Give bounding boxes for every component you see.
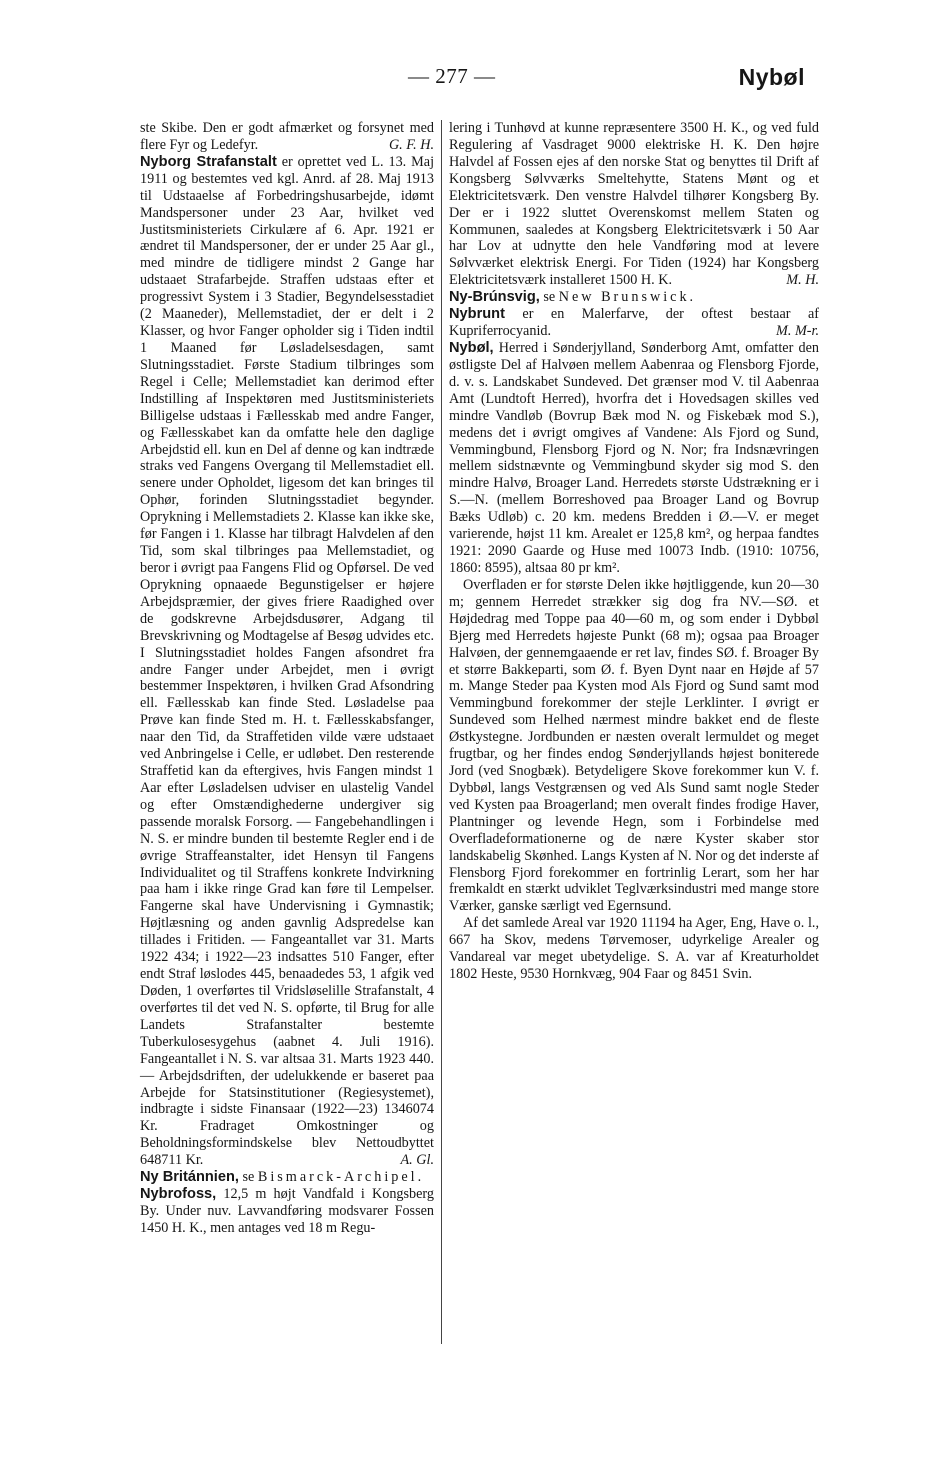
entry-headword: Nyborg Strafanstalt	[140, 153, 277, 170]
entry-text: se	[539, 289, 559, 306]
author-signature: M. H.	[786, 272, 819, 289]
entry-text: Overfladen er for største Delen ikke højtliggende, kun 20—30 m; gennem Herredet strækker sig dog fra NV.—SØ. et Højdedrag med Toppe paa 40—60 m, og som ender i Dybbøl Bjerg med Herredets højeste Punkt (68 m); ogsaa paa Broager Halvøen, der gennemgaaende er ret lav, findes SØ. f. Broager By et større Bakkeparti, som Ø. f. Byen Dynt naar en Højde af 57 m. Mange Steder paa Kysten mod Als Fjord og Sund samt mod Vemmingbund forekommer der stejle Lerklinter. I øvrigt er Sundeved som Helhed nærmest mindre bakket end de fleste Østkystegne. Jordbunden er næsten overalt lermuldet og meget frugtbar, og her findes endog Sønderjyllands højest boniterede Jord (ved Snogbæk). Betydeligere Skove forekommer kun V. f. Dybbøl, langs Vestgrænsen og ved Als Sund samt nogle Steder ved Kysten paa Broagerland; men overalt findes frodige Haver, Plantninger og levende Hegn, som i Forbindelse med Overfladeformationerne og de nære Kyster skaber stor landskabelig Skønhed. Langs Kysten af N. Nor og det inderste af Flensborg Fjord forekommer en fortrinlig Lerart, som her har fremkaldt en stærkt udviklet Teglværksindustri med mange store Værker, ganske særligt ved Egernsund.	[449, 576, 819, 915]
entry-text: se	[238, 1169, 258, 1186]
column-divider	[441, 120, 442, 1344]
entry-paragraph	[140, 120, 434, 154]
entry-ny-brunsvig	[449, 289, 819, 306]
entry-nyborg-strafanstalt	[140, 154, 434, 1169]
entry-text: Af det samlede Areal var 1920 11194 ha Ager, Eng, Have o. l., 667 ha Skov, medens Tørvemoser, udyrkelige Arealer og Vandareal var meget ubetydelige. S. A. var af Kreaturholdet 1802 Heste, 9530 Hornkvæg, 904 Faar og 8451 Svin.	[449, 915, 819, 983]
entry-text: er en Malerfarve, der oftest bestaar af Kupriferrocyanid.	[449, 306, 819, 340]
author-signature: M. M-r.	[776, 323, 819, 340]
entry-headword: Nybøl,	[449, 339, 494, 356]
entry-nybol	[449, 340, 819, 577]
right-column	[449, 120, 819, 983]
entry-headword: Ny-Brúnsvig,	[449, 289, 540, 306]
author-signature: G. F. H.	[388, 136, 434, 153]
entry-paragraph	[449, 577, 819, 915]
entry-headword: Nybrofoss,	[140, 1186, 217, 1203]
cross-reference: Bismarck-Archipel.	[257, 1169, 425, 1186]
page-header	[140, 64, 805, 94]
entry-text: er oprettet ved L. 13. Maj 1911 og bestemtes ved kgl. Anrd. af 28. Maj 1913 til Udstaaelse af Forbedringshusarbejde, idømt Mandspersoner under 23 Aar, hvilket ved Justitsministeriets Cirkulære af 6. Apr. 1921 er ændret til Mandspersoner, der er under 25 Aar gl., med mindre de tidligere mindst 2 Gange har udstaaet Strafarbejde. Straffen udstaas efter et progressivt System i 3 Stadier, Begyndelsesstadiet (2 Maaneder), Mellemstadiet, der er delt i 2 Klasser, og hvor Fanger opholder sig i Tiden indtil 1 Maaned før Løsladelsesdagen, samt Slutningsstadiet. Første Stadium tilbringes som Regel i Celle; Mellemstadiet kan derimod efter Indstilling af Inspektøren med Justitsministeriets Billigelse udstaas i Fællesskab med andre Fanger, og Fællesskabet kan da omfatte hele den daglige Arbejdstid ell. kun en Del af denne og kan indtræde straks ved Fangens Overgang til Mellemstadiet ell. senere under Opholdet, ligesom det kan bringes til Ophør, forinden Slutningsstadiet begynder. Oprykning i Mellemstadiets 2. Klasse kan ikke ske, før Fangen i 1. Klasse har tilbragt Halvdelen af den Tid, som skal tilbringes paa Mellemstadiet, og beror i øvrigt paa Fangens Flid og Opførsel. De ved Oprykning opnaaede Begunstigelser er højere Arbejdspræmier, der gives friere Raadighed over de godskrevne Arbejdsdusører, Adgang til Brevskrivning og Modtagelse af Besøg udvides etc. I Slutningsstadiet holdes Fangen afsondret fra andre Fanger under Arbejdet, men i øvrigt bestemmer Inspektøren, i hvilken Grad Afsondring ell. Fællesskab kan finde Sted. Løsladelse paa Prøve kan finde Sted m. H. t. Fællesskabsfanger, naar den Tid, da Straffetiden vilde være udstaaet ved Anbringelse i Celle, er udløbet. Den resterende Straffetid kan da eftergives, hvis Fangen mindst 1 Aar efter Løsladelsen udviser en ulastelig Vandel og efter Omstændighederne undergiver sig passende moralsk Forsorg. — Fangebehandlingen i N. S. er mindre bunden til bestemte Regler end i de øvrige Straffeanstalter, idet Hensyn til Fangens Individualitet og til Straffens konkrete Indvirkning paa ham i ikke ringe Grad kan føre til Lempelser. Fangerne skal have Undervisning i Gymnastik; Højtlæsning og anden gavnlig Adspredelse kan tillades i Fritiden. — Fangeantallet var 31. Marts 1922 434; i 1922—23 indsattes 510 Fanger, efter endt Straf løslodes 445, benaadedes 53, 1 afgik ved Døden, 1 overførtes til Vridsløselille Strafanstalt, 4 overførtes til det ved N. S. opførte, til Brug for alle Landets Strafanstalter bestemte Tuberkulosesygehus (aabnet 4. Juli 1916). Fangeantallet i N. S. var altsaa 31. Marts 1923 440. — Arbejdsdriften, der udelukkende er baseret paa Arbejde for Statsinstitutioner (Regiesystemet), indbragte i sidste Finansaar (1922—23) 1346074 Kr. Fradraget Omkostninger og Beholdningsformindskelse blev Nettoudbyttet 648711 Kr.	[140, 153, 435, 1169]
entry-text: lering i Tunhøvd at kunne repræsentere 3500 H. K., og ved fuld Regulering af Vasdraget 9000 elektriske H. K. Den højre Halvdel af Fossen ejes af den norske Stat og benyttes til Drift af Kongsberg Sølvværks Smeltehytte, Statens Mønt og et Elektricitetsværk. Den venstre Halvdel tilhører Kongsberg By. Der er i 1922 sluttet Overenskomst mellem Staten og Kommunen, saaledes at Kongsberg Elektricitetsværk i 50 Aar har Lov at udnytte den hele Vandføring mod at levere Sølvværket elektrisk Energi. For Tiden (1924) har Kongsberg Elektricitetsværk installeret 1500 H. K.	[449, 120, 819, 289]
left-column	[140, 120, 434, 1237]
entry-headword: Ny Británnien,	[140, 1169, 239, 1186]
running-head: Nybøl	[738, 64, 805, 90]
entry-text: 12,5 m højt Vandfald i Kongsberg By. Under nuv. Lavvandføring modsvarer Fossen 1450 H. K., men antages ved 18 m Regu-	[140, 1186, 434, 1236]
page-number: — 277 —	[408, 64, 496, 88]
cross-reference: New Brunswick.	[558, 289, 697, 306]
entry-text: Herred i Sønderjylland, Sønderborg Amt, omfatter den østligste Del af Halvøen mellem Aabenraa og Flensborg Fjorde, d. v. s. Landskabet Sundeved. Det grænser mod V. til Aabenraa Amt (Lundtoft Herred), hvorfra det i Hovedsagen skilles ved mindre Vandløb (Bovrup Bæk mod N. og Fiskebæk mod S.), medens det i øvrigt omgives af Vandene: Als Fjord og Sund, Vemmingbund, Flensborg Fjord og N. Nor; fra Indsnævringen mellem sidstnævnte og Vemmingbund skyder sig mod S. den mindre Halvø, Broager Land. Herredets største Udstrækning er i S.—N. (mellem Borreshoved paa Broager Land og Bovrup Bæks Udløb) c. 20 km. medens Bredden i Ø.—V. er meget varierende, højst 11 km. Arealet er 125,8 km², og herpaa fandtes 1921: 2090 Gaarde og Huse med 10073 Indb. (1910: 10756, 1860: 8595), altsaa 80 pr km².	[449, 339, 819, 576]
entry-paragraph	[449, 915, 819, 983]
entry-nybrunt	[449, 306, 819, 340]
entry-text: ste Skibe. Den er godt afmærket og forsynet med flere Fyr og Ledefyr.	[140, 120, 434, 153]
entry-ny-britannien	[140, 1169, 434, 1186]
entry-paragraph	[449, 120, 819, 289]
entry-headword: Nybrunt	[449, 306, 505, 323]
author-signature: A. Gl.	[400, 1152, 434, 1169]
entry-nybrofoss	[140, 1186, 434, 1237]
